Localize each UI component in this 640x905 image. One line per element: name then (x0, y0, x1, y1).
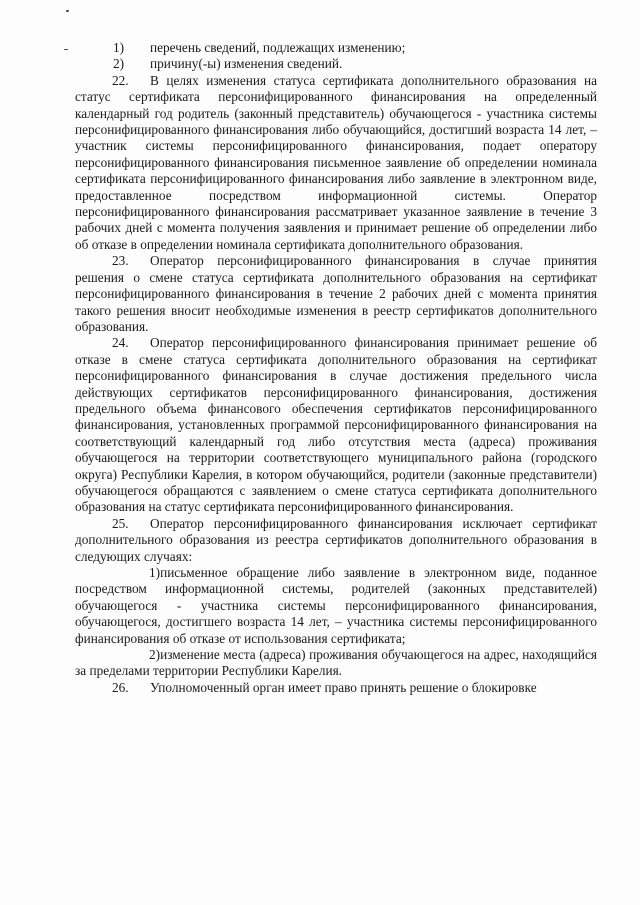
sub-item (75, 647, 597, 680)
paragraph-26 (75, 680, 597, 696)
paragraph-23 (75, 253, 597, 335)
paragraph-number: 26. (112, 679, 129, 695)
paragraph-number: 22. (112, 72, 129, 88)
paragraph-text: В целях изменения статуса сертификата дополнительного образования на статус сертификата персонифицированного финансирования на определенный календарный год родитель (законный представитель) обучающегося - участника системы персонифицированного финансирования либо обучающийся, достигший возраста 14 лет, – участник системы персонифицированного финансирования, подает оператору персонифицированного финансирования письменное заявление об определении номинала сертификата персонифицированного финансирования либо заявление в электронном виде, предоставленное посредством информационной системы. Оператор персонифицированного финансирования рассматривает указанное заявление в течение 3 рабочих дней с момента получения заявления и принимает решение об определении либо об отказе в определении номинала сертификата дополнительного образования. (75, 72, 597, 252)
sub-item-text: письменное обращение либо заявление в электронном виде, поданное посредством информационной системы, родителей (законных представителей) обучающегося - участника системы персонифицированного финансирования, обучающегося, достигшего возраста 14 лет, – участника системы персонифицированного финансирования об отказе от использования сертификата; (75, 565, 597, 646)
document-body (75, 40, 597, 696)
sub-item (75, 565, 597, 647)
scan-speck (66, 10, 69, 12)
paragraph-25 (75, 516, 597, 565)
list-item-number: 1) (113, 40, 125, 55)
sub-item-number: 1) (149, 565, 161, 580)
paragraph-text: Уполномоченный орган имеет право принять решение о блокировке (150, 679, 537, 695)
list-item-text: причину(-ы) изменения сведений. (150, 56, 343, 72)
paragraph-number: 24. (112, 335, 129, 351)
list-item-text: перечень сведений, подлежащих изменению; (150, 40, 406, 55)
sub-item-text: изменение места (адреса) проживания обучающегося на адрес, находящийся за пределами территории Республики Карелия. (75, 647, 597, 679)
paragraph-text: Оператор персонифицированного финансирования исключает сертификат дополнительного образования из реестра сертификатов дополнительного образования в следующих случаях: (75, 515, 597, 564)
paragraph-number: 25. (112, 515, 129, 531)
paragraph-24 (75, 335, 597, 515)
sub-item-number: 2) (149, 647, 161, 663)
list-item (75, 56, 597, 72)
paragraph-22 (75, 73, 597, 253)
list-item (75, 40, 597, 56)
paragraph-text: Оператор персонифицированного финансирования принимает решение об отказе в смене статуса сертификата дополнительного образования на сертификат персонифицированного финансирования в случае достижения предельного числа действующих сертификатов персонифицированного финансирования, достижения предельного объема финансового обеспечения сертификатов персонифицированного финансирования, установленных программой персонифицированного финансирования на соответствующий календарный год либо отсутствия места (адреса) проживания обучающегося на территории соответствующего муниципального района (городского округа) Республики Карелия, в котором обучающийся, родители (законные представители) обучающегося обращаются с заявлением о смене статуса сертификата дополнительного образования на статус сертификата персонифицированного финансирования. (75, 335, 597, 515)
paragraph-number: 23. (112, 253, 129, 269)
scan-speck (64, 49, 68, 50)
list-item-number: 2) (113, 56, 125, 72)
paragraph-text: Оператор персонифицированного финансирования в случае принятия решения о смене статуса сертификата дополнительного образования на сертификат персонифицированного финансирования в течение 2 рабочих дней с момента принятия такого решения вносит необходимые изменения в реестр сертификатов дополнительного образования. (75, 253, 597, 334)
